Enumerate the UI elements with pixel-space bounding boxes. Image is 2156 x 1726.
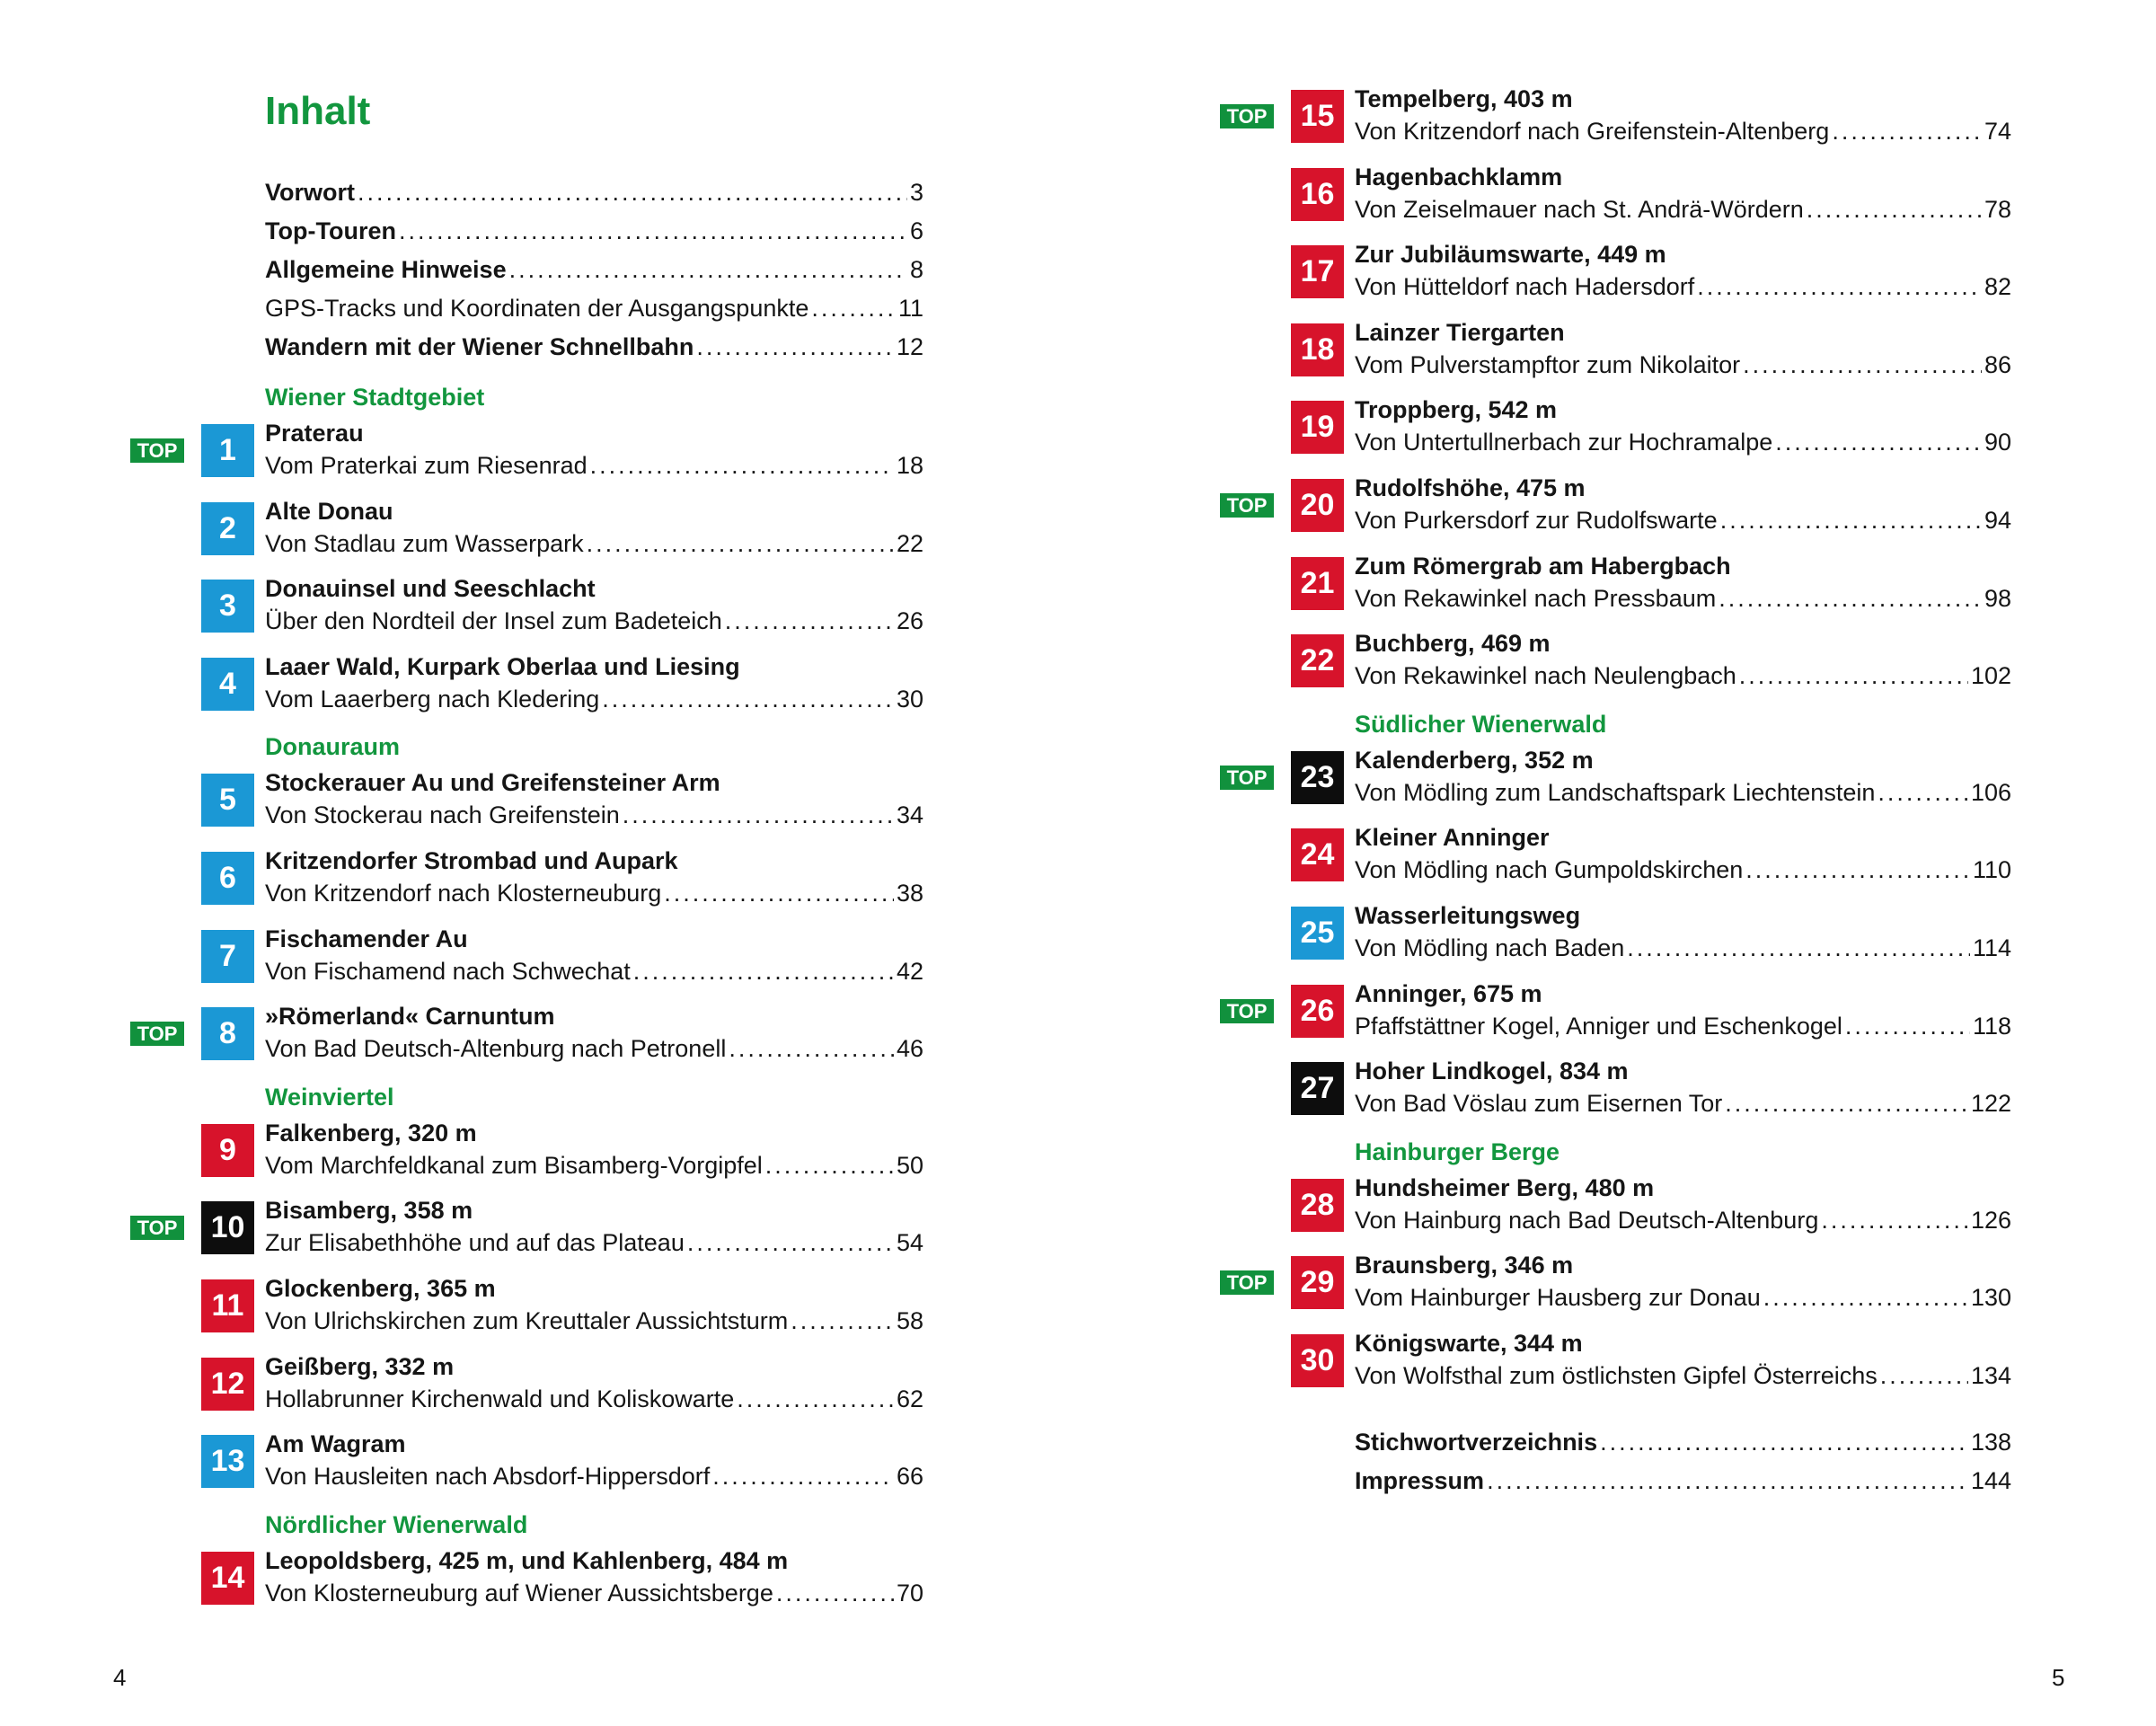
tour-page: 18 — [896, 452, 923, 479]
tour-subtitle: Zur Elisabethhöhe und auf das Plateau — [265, 1229, 685, 1257]
toc-line-page: 11 — [897, 295, 923, 322]
tour-entry[interactable] — [211, 1272, 923, 1350]
tour-page: 126 — [1970, 1206, 2011, 1234]
tour-number-badge: 18 — [1291, 323, 1344, 376]
section-heading: Südlicher Wienerwald — [1355, 710, 1607, 738]
top-tour-badge: TOP — [130, 1216, 184, 1240]
tour-subtitle-row — [1355, 1359, 2011, 1392]
tour-page: 26 — [896, 607, 923, 635]
toc-line[interactable] — [1355, 1462, 2011, 1500]
tour-subtitle: Von Stockerau nach Greifenstein — [265, 801, 620, 829]
tour-subtitle: Vom Laaerberg nach Kledering — [265, 685, 600, 713]
tour-entry[interactable] — [1300, 550, 2011, 628]
tour-number-badge: 4 — [201, 658, 254, 711]
dot-leader — [590, 449, 894, 482]
dot-leader — [1697, 270, 1982, 303]
dot-leader — [725, 605, 894, 637]
tour-entry[interactable] — [1300, 627, 2011, 705]
dot-leader — [587, 527, 894, 560]
tour-subtitle-row — [265, 1383, 923, 1415]
tour-page: 50 — [896, 1151, 923, 1179]
tour-number-badge: 1 — [201, 424, 254, 477]
tour-subtitle: Von Klosterneuburg auf Wiener Aussichtsberge — [265, 1579, 773, 1607]
tour-page: 98 — [1984, 584, 2011, 612]
tour-page: 86 — [1984, 350, 2011, 378]
tour-title: Buchberg, 469 m — [1355, 630, 1551, 658]
tour-subtitle-row — [265, 1460, 923, 1492]
tour-entry[interactable] — [1226, 472, 2011, 550]
tour-entry[interactable] — [1226, 744, 2011, 822]
tour-page: 70 — [896, 1579, 923, 1607]
section-heading: Hainburger Berge — [1355, 1137, 1560, 1165]
dot-leader — [696, 328, 894, 367]
tour-title: Fischamender Au — [265, 925, 468, 952]
top-tour-badge: TOP — [1220, 999, 1274, 1023]
top-tour-badge: TOP — [1220, 766, 1274, 790]
toc-line-page: 8 — [909, 256, 923, 283]
tour-entry[interactable] — [137, 1194, 923, 1272]
tour-subtitle: Von Wolfsthal zum östlichsten Gipfel Österreichs — [1355, 1361, 1878, 1389]
dot-leader — [1763, 1281, 1968, 1314]
tour-subtitle-row — [1355, 115, 2011, 147]
tour-title: Wasserleitungsweg — [1355, 901, 1581, 929]
tour-title: Geißberg, 332 m — [265, 1352, 455, 1380]
tour-page: 34 — [896, 801, 923, 829]
tour-subtitle: Von Mödling nach Baden — [1355, 934, 1625, 961]
tour-title: Stockerauer Au und Greifensteiner Arm — [265, 769, 720, 797]
tour-number-badge: 12 — [201, 1358, 254, 1411]
tour-number-badge: 2 — [201, 502, 254, 555]
tour-page: 106 — [1970, 778, 2011, 806]
tour-page: 62 — [896, 1385, 923, 1412]
tour-subtitle-row — [1355, 776, 2011, 809]
tour-subtitle-row — [265, 799, 923, 831]
toc-line-page: 3 — [909, 179, 923, 206]
tour-title: Braunsberg, 346 m — [1355, 1252, 1574, 1279]
back-matter-list — [1355, 1423, 2011, 1500]
tour-entry[interactable] — [1300, 899, 2011, 978]
tour-number-badge: 15 — [1291, 90, 1344, 143]
tour-subtitle-row — [1355, 932, 2011, 964]
tour-subtitle-row — [265, 683, 923, 715]
tour-subtitle: Vom Hainburger Hausberg zur Donau — [1355, 1284, 1761, 1312]
tour-entry[interactable] — [1300, 316, 2011, 394]
tour-subtitle: Von Rekawinkel nach Neulengbach — [1355, 662, 1736, 690]
tour-title: Laaer Wald, Kurpark Oberlaa und Liesing — [265, 652, 740, 680]
section-heading: Nördlicher Wienerwald — [265, 1510, 528, 1538]
toc-line[interactable] — [265, 328, 923, 367]
tour-subtitle: Vom Marchfeldkanal zum Bisamberg-Vorgipfel — [265, 1151, 763, 1179]
dot-leader — [1845, 1010, 1970, 1042]
tour-subtitle: Über den Nordteil der Insel zum Badeteich — [265, 607, 722, 635]
tour-title: Glockenberg, 365 m — [265, 1274, 496, 1302]
toc-line-label: Vorwort — [265, 179, 355, 206]
tour-number-badge: 26 — [1291, 985, 1344, 1038]
section-heading: Weinviertel — [265, 1083, 394, 1111]
tour-subtitle-row — [265, 605, 923, 637]
tour-title: Am Wagram — [265, 1430, 406, 1458]
tour-number-badge: 17 — [1291, 245, 1344, 298]
tour-page: 94 — [1984, 506, 2011, 534]
tour-title: Bisamberg, 358 m — [265, 1197, 473, 1225]
section-heading: Wiener Stadtgebiet — [265, 384, 485, 411]
dot-leader — [712, 1460, 894, 1492]
tour-subtitle-row — [265, 449, 923, 482]
tour-title: Zum Römergrab am Habergbach — [1355, 552, 1731, 580]
page-title: Inhalt — [265, 89, 371, 133]
tour-subtitle: Von Fischamend nach Schwechat — [265, 957, 631, 985]
toc-line[interactable] — [265, 289, 923, 328]
tour-subtitle: Vom Praterkai zum Riesenrad — [265, 452, 588, 479]
dot-leader — [1720, 504, 1982, 536]
toc-line-label: Wandern mit der Wiener Schnellbahn — [265, 333, 694, 360]
dot-leader — [623, 799, 894, 831]
tour-page: 90 — [1984, 429, 2011, 456]
tour-subtitle: Von Bad Vöslau zum Eisernen Tor — [1355, 1090, 1723, 1118]
tour-page: 122 — [1970, 1090, 2011, 1118]
tour-subtitle: Von Hausleiten nach Absdorf-Hippersdorf — [265, 1463, 711, 1491]
tour-subtitle: Von Ulrichskirchen zum Kreuttaler Aussichtsturm — [265, 1306, 789, 1334]
tour-entry[interactable] — [137, 417, 923, 495]
left-sections — [137, 378, 923, 1622]
tour-page: 22 — [896, 529, 923, 557]
dot-leader — [1821, 1204, 1968, 1236]
tour-title: Hagenbachklamm — [1355, 163, 1563, 190]
tour-number-badge: 23 — [1291, 751, 1344, 804]
tour-subtitle: Von Mödling nach Gumpoldskirchen — [1355, 856, 1744, 884]
toc-line-label: Allgemeine Hinweise — [265, 256, 507, 283]
tour-title: Zur Jubiläumswarte, 449 m — [1355, 241, 1666, 269]
tour-number-badge: 30 — [1291, 1334, 1344, 1387]
dot-leader — [1880, 1359, 1968, 1392]
dot-leader — [1487, 1462, 1968, 1500]
toc-line-label: Impressum — [1355, 1466, 1485, 1494]
tour-entry[interactable] — [219, 651, 923, 729]
tour-title: Tempelberg, 403 m — [1355, 85, 1573, 112]
dot-leader — [1739, 659, 1968, 692]
dot-leader — [509, 251, 907, 289]
dot-leader — [1600, 1423, 1968, 1462]
tour-entry[interactable] — [1300, 1327, 2011, 1405]
tour-page: 118 — [1972, 1012, 2011, 1040]
tour-entry[interactable] — [219, 495, 923, 573]
dot-leader — [791, 1305, 894, 1337]
tour-subtitle-row — [265, 1149, 923, 1182]
tour-page: 114 — [1972, 934, 2011, 961]
tour-title: Donauinsel und Seeschlacht — [265, 575, 596, 603]
dot-leader — [1878, 776, 1968, 809]
tour-page: 46 — [896, 1035, 923, 1063]
tour-entry[interactable] — [1226, 978, 2011, 1056]
tour-subtitle: Von Rekawinkel nach Pressbaum — [1355, 584, 1717, 612]
tour-title: Kalenderberg, 352 m — [1355, 746, 1594, 774]
toc-line-label: Top-Touren — [265, 217, 396, 244]
tour-title: Leopoldsberg, 425 m, und Kahlenberg, 484 m — [265, 1546, 789, 1574]
toc-line-page: 6 — [909, 217, 923, 244]
tour-number-badge: 6 — [201, 852, 254, 905]
dot-leader — [1832, 115, 1982, 147]
tour-subtitle: Von Hütteldorf nach Hadersdorf — [1355, 273, 1695, 301]
dot-leader — [664, 877, 894, 909]
tour-entry[interactable] — [1300, 394, 2011, 472]
tour-entry[interactable] — [1300, 1172, 2011, 1250]
dot-leader — [1725, 1087, 1968, 1120]
tour-subtitle: Von Untertullnerbach zur Hochramalpe — [1355, 429, 1773, 456]
page-number-right: 5 — [2052, 1664, 2065, 1691]
tour-page: 134 — [1970, 1361, 2011, 1389]
top-tour-badge: TOP — [1220, 493, 1274, 518]
front-matter-list — [265, 173, 923, 367]
tour-number-badge: 21 — [1291, 557, 1344, 610]
top-tour-badge: TOP — [1220, 104, 1274, 128]
tour-number-badge: 28 — [1291, 1179, 1344, 1232]
tour-subtitle-row — [265, 877, 923, 909]
tour-number-badge: 27 — [1291, 1062, 1344, 1115]
tour-subtitle: Hollabrunner Kirchenwald und Koliskowarte — [265, 1385, 735, 1412]
tour-subtitle-row — [1355, 1204, 2011, 1236]
tour-entry[interactable] — [219, 572, 923, 651]
tour-number-badge: 8 — [201, 1007, 254, 1060]
tour-title: Anninger, 675 m — [1355, 979, 1542, 1007]
tour-entry[interactable] — [1300, 238, 2011, 316]
tour-subtitle-row — [1355, 193, 2011, 226]
tour-subtitle-row — [265, 1577, 923, 1609]
tour-entry[interactable] — [1300, 821, 2011, 899]
tour-title: Praterau — [265, 420, 364, 447]
tour-subtitle: Von Kritzendorf nach Klosterneuburg — [265, 879, 662, 907]
toc-line-label: Stichwortverzeichnis — [1355, 1428, 1598, 1456]
tour-subtitle-row — [265, 1032, 923, 1065]
tour-number-badge: 20 — [1291, 479, 1344, 532]
tour-subtitle: Von Hainburg nach Bad Deutsch-Altenburg — [1355, 1206, 1819, 1234]
tour-page: 66 — [896, 1463, 923, 1491]
tour-entry[interactable] — [210, 1428, 923, 1506]
dot-leader — [633, 955, 894, 987]
tour-subtitle-row — [1355, 270, 2011, 303]
dot-leader — [687, 1226, 894, 1259]
tour-number-badge: 29 — [1291, 1256, 1344, 1309]
dot-leader — [811, 289, 896, 328]
toc-line-page: 12 — [896, 333, 923, 360]
tour-subtitle-row — [1355, 504, 2011, 536]
tour-entry[interactable] — [219, 1117, 923, 1195]
tour-title: Falkenberg, 320 m — [265, 1119, 477, 1146]
tour-subtitle-row — [1355, 1087, 2011, 1120]
tour-page: 38 — [896, 879, 923, 907]
top-tour-badge: TOP — [1220, 1270, 1274, 1295]
dot-leader — [399, 212, 907, 251]
page-number-left: 4 — [113, 1664, 127, 1691]
tour-page: 110 — [1972, 856, 2011, 884]
toc-line[interactable] — [265, 251, 923, 289]
toc-line[interactable] — [1355, 1423, 2011, 1462]
dot-leader — [776, 1577, 894, 1609]
tour-number-badge: 19 — [1291, 401, 1344, 454]
tour-subtitle-row — [1355, 659, 2011, 692]
tour-number-badge: 7 — [201, 930, 254, 983]
tour-subtitle-row — [265, 1305, 923, 1337]
tour-entry[interactable] — [137, 1000, 923, 1078]
tour-page: 82 — [1984, 273, 2011, 301]
tour-entry[interactable] — [219, 766, 923, 845]
tour-number-badge: 14 — [201, 1552, 254, 1605]
tour-title: Rudolfshöhe, 475 m — [1355, 474, 1586, 501]
tour-entry[interactable] — [210, 1350, 923, 1429]
top-tour-badge: TOP — [130, 1022, 184, 1046]
top-tour-badge: TOP — [130, 438, 184, 463]
tour-subtitle-row — [1355, 582, 2011, 615]
tour-number-badge: 5 — [201, 774, 254, 827]
tour-number-badge: 13 — [201, 1435, 254, 1488]
tour-number-badge: 16 — [1291, 168, 1344, 221]
tour-subtitle-row — [265, 955, 923, 987]
tour-number-badge: 22 — [1291, 634, 1344, 687]
tour-subtitle: Von Mödling zum Landschaftspark Liechtenstein — [1355, 778, 1876, 806]
tour-entry[interactable] — [219, 923, 923, 1001]
toc-line-page: 138 — [1970, 1428, 2011, 1456]
section-heading: Donauraum — [265, 733, 401, 761]
tour-subtitle-row — [265, 1226, 923, 1259]
tour-number-badge: 9 — [201, 1124, 254, 1177]
tour-number-badge: 25 — [1291, 907, 1344, 960]
tour-subtitle-row — [1355, 426, 2011, 458]
tour-title: Hundsheimer Berg, 480 m — [1355, 1173, 1655, 1201]
tour-subtitle-row — [1355, 1281, 2011, 1314]
tour-page: 42 — [896, 957, 923, 985]
toc-line[interactable] — [265, 212, 923, 251]
dot-leader — [729, 1032, 894, 1065]
dot-leader — [765, 1149, 894, 1182]
dot-leader — [1719, 582, 1982, 615]
tour-title: Kritzendorfer Strombad und Aupark — [265, 846, 678, 874]
dot-leader — [1807, 193, 1982, 226]
dot-leader — [737, 1383, 894, 1415]
tour-page: 58 — [896, 1306, 923, 1334]
tour-subtitle: Vom Pulverstampftor zum Nikolaitor — [1355, 350, 1741, 378]
dot-leader — [1627, 932, 1970, 964]
tour-page: 102 — [1970, 662, 2011, 690]
tour-page: 78 — [1984, 195, 2011, 223]
tour-entry[interactable] — [1300, 1055, 2011, 1133]
toc-line-label: GPS-Tracks und Koordinaten der Ausgangspunkte — [265, 295, 809, 322]
dot-leader — [602, 683, 894, 715]
dot-leader — [358, 173, 907, 212]
tour-page: 30 — [896, 685, 923, 713]
tour-title: Königswarte, 344 m — [1355, 1329, 1583, 1357]
tour-title: Alte Donau — [265, 497, 393, 525]
tour-entry[interactable] — [1300, 161, 2011, 239]
tour-subtitle-row — [265, 527, 923, 560]
tour-entry[interactable] — [1226, 83, 2011, 161]
tour-entry[interactable] — [210, 1545, 923, 1623]
tour-number-badge: 3 — [201, 580, 254, 633]
dot-leader — [1745, 854, 1970, 886]
tour-subtitle: Von Stadlau zum Wasserpark — [265, 529, 584, 557]
dot-leader — [1743, 349, 1982, 381]
tour-number-badge: 11 — [201, 1279, 254, 1332]
tour-title: Troppberg, 542 m — [1355, 396, 1558, 424]
tour-entry[interactable] — [219, 845, 923, 923]
tour-subtitle: Pfaffstättner Kogel, Anniger und Eschenkogel — [1355, 1012, 1842, 1040]
tour-subtitle: Von Zeiselmauer nach St. Andrä-Wördern — [1355, 195, 1804, 223]
tour-number-badge: 10 — [201, 1201, 254, 1254]
tour-subtitle-row — [1355, 854, 2011, 886]
tour-title: »Römerland« Carnuntum — [265, 1003, 555, 1031]
toc-line-page: 144 — [1970, 1466, 2011, 1494]
tour-subtitle: Von Kritzendorf nach Greifenstein-Altenberg — [1355, 118, 1830, 145]
tour-subtitle: Von Purkersdorf zur Rudolfswarte — [1355, 506, 1718, 534]
dot-leader — [1775, 426, 1982, 458]
tour-subtitle-row — [1355, 349, 2011, 381]
tour-page: 74 — [1984, 118, 2011, 145]
tour-subtitle: Von Bad Deutsch-Altenburg nach Petronell — [265, 1035, 727, 1063]
tour-number-badge: 24 — [1291, 828, 1344, 881]
right-sections — [1226, 83, 2011, 1500]
tour-title: Lainzer Tiergarten — [1355, 318, 1565, 346]
toc-line[interactable] — [265, 173, 923, 212]
tour-page: 54 — [896, 1229, 923, 1257]
tour-entry[interactable] — [1226, 1249, 2011, 1327]
tour-title: Hoher Lindkogel, 834 m — [1355, 1058, 1629, 1085]
tour-title: Kleiner Anninger — [1355, 824, 1550, 852]
tour-page: 130 — [1970, 1284, 2011, 1312]
tour-subtitle-row — [1355, 1010, 2011, 1042]
